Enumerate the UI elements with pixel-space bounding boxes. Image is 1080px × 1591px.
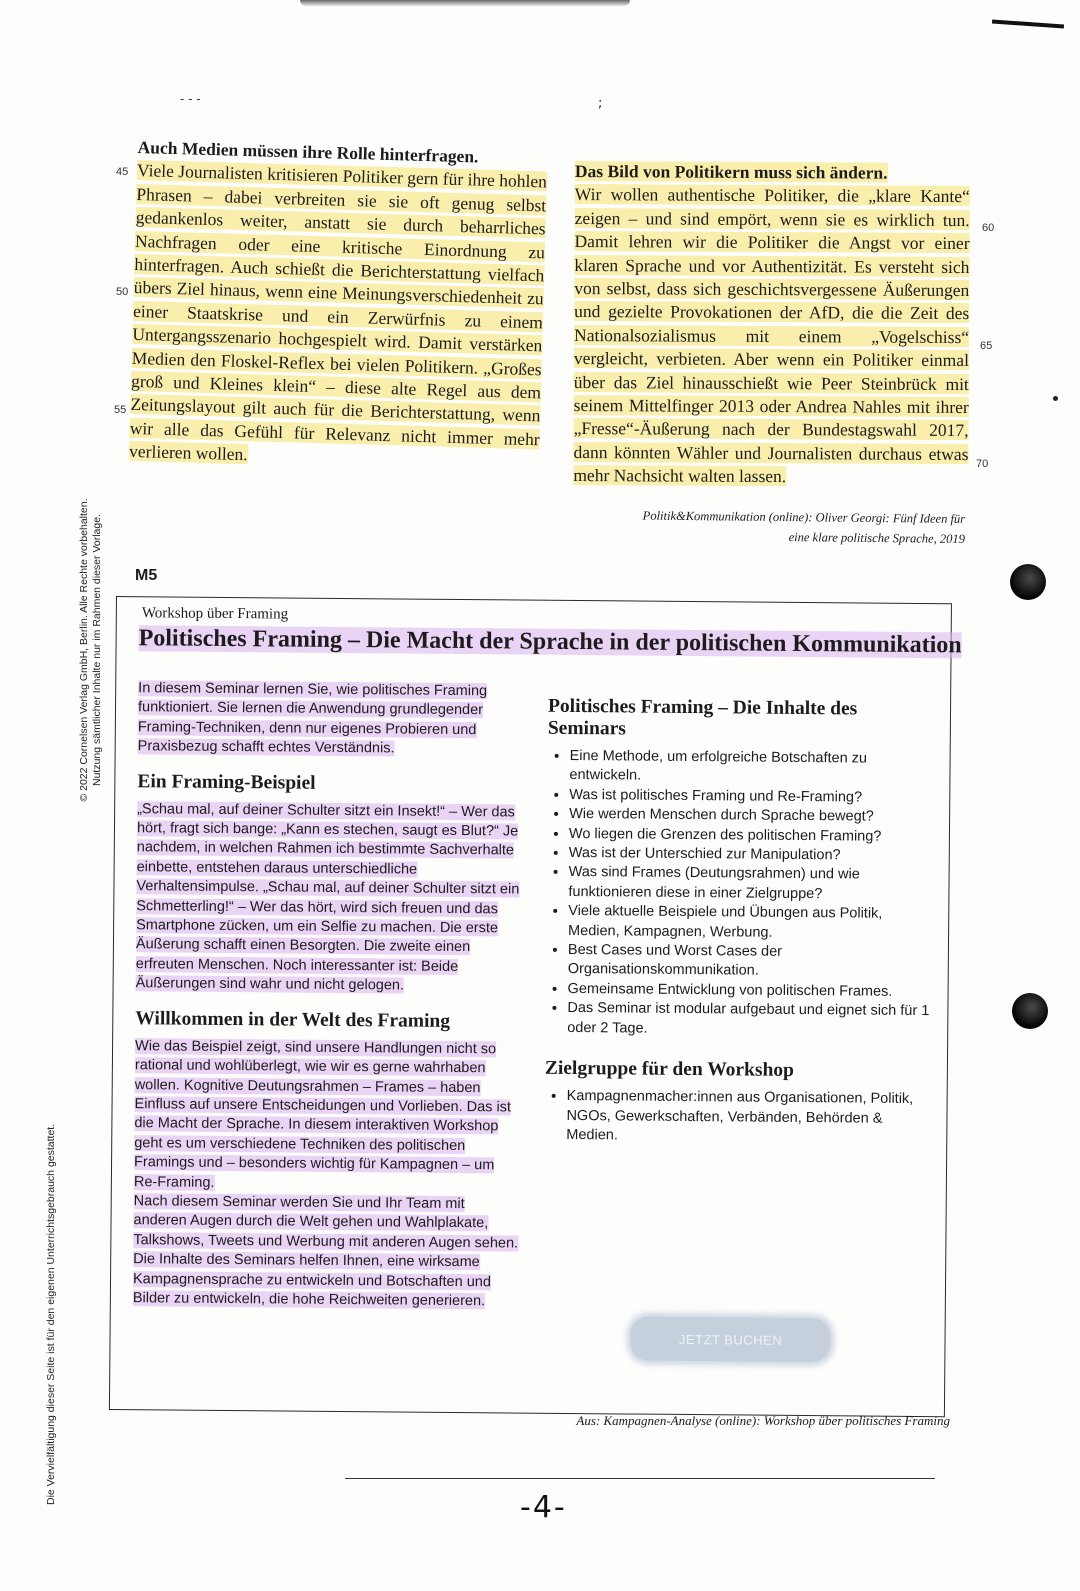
line-number: 60 [982,222,995,234]
material-label: M5 [135,567,158,584]
page-number: -4- [520,1490,567,1525]
workshop-intro: In diesem Seminar lernen Sie, wie politisches Framing funktioniert. Sie lernen die Anwendung grundlegender Framing-Techniken, denn nur eigenes Probieren und Praxisbezug schafft echtes Verständnis. [137,680,488,757]
scan-mark: - - - [180,92,201,106]
right-column-title: Das Bild von Politikern muss sich ändern. [574,160,888,183]
list-item: • Best Cases und Worst Cases der Organisationskommunikation. [568,941,931,983]
line-number: 65 [980,340,993,352]
source-citation: Politik&Kommunikation (online): Oliver Georgi: Fünf Ideen für eine klare politische Sprache, 2019 [642,508,966,546]
contents-list [545,747,933,1041]
workshop-citation: Aus: Kampagnen-Analyse (online): Workshop über politisches Framing [576,1413,950,1428]
workshop-kicker: Workshop über Framing [141,605,289,623]
copyright-notice: Die Vervielfältigung dieser Seite ist für den eigenen Unterrichtsgebrauch gestattet. [45,1123,57,1505]
right-text-column [573,160,970,490]
target-list [544,1087,929,1149]
line-number: 55 [114,404,127,416]
left-text-column [129,136,548,475]
list-item: • Viele aktuelle Beispiele und Übungen aus Politik, Medien, Kampagnen, Werbung. [568,902,931,944]
scan-shadow [300,0,630,6]
left-column-title: Auch Medien müssen ihre Rolle hinterfragen. [137,136,479,167]
list-item: • Was ist politisches Framing und Re-Framing? [569,786,932,809]
right-column-body: Wir wollen authentische Politiker, die „klare Kante“ zeigen – und sind empört, wenn sie es wirklich tun. Damit lehren wir die Politiker die Angst vor einer klaren Sprache und vor Authentizität. Es versteht sich von selbst, dass sich geschichtsvergessene Äußerungen und gezielte Provokationen der AfD, die die Zeit des Nationalsozialismus mit einem „Vogelschiss“ vergleicht, verbieten. Aber wenn ein Politiker einmal über das Ziel hinausschießt wie Peer Steinbrück mit seinem Mittelfinger 2013 oder Andrea Nahles mit ihrer „Fresse“-Äußerung nach der Bundestagswahl 2017, dann könnten Wähler und Journalisten durchaus etwas mehr Nachsicht walten lassen. [573,184,970,487]
list-item: • Gemeinsame Entwicklung von politischen Frames. [567,980,930,1003]
book-now-button[interactable]: JETZT BUCHEN [630,1317,830,1363]
list-item: • Das Seminar ist modular aufgebaut und eignet sich für 1 oder 2 Tage. [567,999,930,1041]
left-column-body: Viele Journalisten kritisieren Politiker gern für ihre hohlen Phrasen – dabei verbreiten sie sie oft genug selbst gedankenlos weiter, anstatt sie durch beharrliches Nachfragen oder eine kritische Einordnung zu hinterfragen. Auch schießt die Berichterstattung vielfach übers Ziel hinaus, wenn eine Meinungsverschiedenheit zu einer Staatskrise und ein Zerwürfnis zu einem Untergangsszenario hochgespielt wird. Damit verstärken Medien den Floskel-Reflex bei vielen Politikern. „Großes groß und Kleines klein“ – diese alte Regel aus dem Zeitungslayout gilt auch für die Berichterstattung, wenn wir alle das Gefühl für Relevanz nicht immer mehr verlieren wollen. [128,160,548,465]
right-column-text [573,183,970,489]
target-heading: Zielgruppe für den Workshop [544,1057,795,1082]
welcome-text: Wie das Beispiel zeigt, sind unsere Handlungen nicht so rational und wohlüberlegt, wie wir es gerne wahrhaben wollen. Kognitive Deutungsrahmen – Frames – haben Einfluss auf unsere Entscheidungen und Vorlieben. Das ist die Macht der Sprache. In diesem interaktiven Workshop geht es um verschiedene Techniken des politischen Framings und – besonders wichtig für Kampagnen – um Re-Framing. [133,1037,512,1191]
line-number: 45 [116,166,129,178]
line-number: 70 [976,458,989,470]
example-text: „Schau mal, auf deiner Schulter sitzt ein Insekt!“ – Wer das hört, fragt sich bange: „Kann es stechen, saugt es Blut?“ Je nachdem, in welchen Rahmen ich bestimmte Sachverhalte einbette, entstehen daraus unterschiedliche Verhaltensimpulse. „Schau mal, auf deiner Schulter sitzt ein Schmetterling!“ – Wer das hört, wird sich freuen und das Smartphone zücken, um ein Selfie zu machen. Die erste Äußerung schafft einen Besorgten. Die zweite einen erfreuten Menschen. Noch interessanter ist: Beide Äußerungen sind wahr und nicht gelogen. [135,800,520,994]
scan-mark: ; [598,96,603,111]
example-heading: Ein Framing-Beispiel [137,770,316,794]
list-item: • Was sind Frames (Deutungsrahmen) und wie funktionieren diese in einer Zielgruppe? [568,863,931,905]
copyright-notice: © 2022 Cornelsen Verlag GmbH, Berlin. Alle Rechte vorbehalten. Nutzung sämtlicher Inhalte nur im Rahmen dieser Vorlage. [78,498,103,802]
list-item: • Eine Methode, um erfolgreiche Botschaften zu entwickeln. [569,747,932,789]
list-item: • Was ist der Unterschied zur Manipulation? [569,844,932,867]
workshop-right-column [544,696,933,1149]
list-item: • Wo liegen die Grenzen des politischen Framing? [569,825,932,848]
footer-rule [345,1478,935,1479]
workshop-title: Politisches Framing – Die Macht der Sprache in der politischen Kommunikation [138,625,962,659]
scan-dot [1053,396,1058,401]
welcome-text: Nach diesem Seminar werden Sie und Ihr Team mit anderen Augen durch die Welt gehen und Wahlplakate, Talkshows, Tweets und Werbung mit anderen Augen sehen. Die Inhalte des Seminars helfen Ihnen, eine wirksame Kampagnensprache zu entwickeln und Botschaften und Bilder zu entwickeln, die hohe Reichweiten generieren. [132,1193,519,1310]
punch-hole [1012,993,1048,1029]
list-item: • Kampagnenmacher:innen aus Organisationen, Politik, NGOs, Gewerkschaften, Verbänden, Behörden & Medien. [566,1087,929,1148]
welcome-heading: Willkommen in der Welt des Framing [135,1007,451,1032]
workshop-left-column [133,679,523,1312]
list-item: • Wie werden Menschen durch Sprache bewegt? [569,805,932,828]
left-column-text [129,159,547,475]
line-number: 50 [116,286,129,298]
corner-mark [992,19,1064,28]
workshop-box [109,596,962,1417]
contents-heading: Politisches Framing – Die Inhalte des Seminars [547,695,858,740]
punch-hole [1010,564,1046,600]
